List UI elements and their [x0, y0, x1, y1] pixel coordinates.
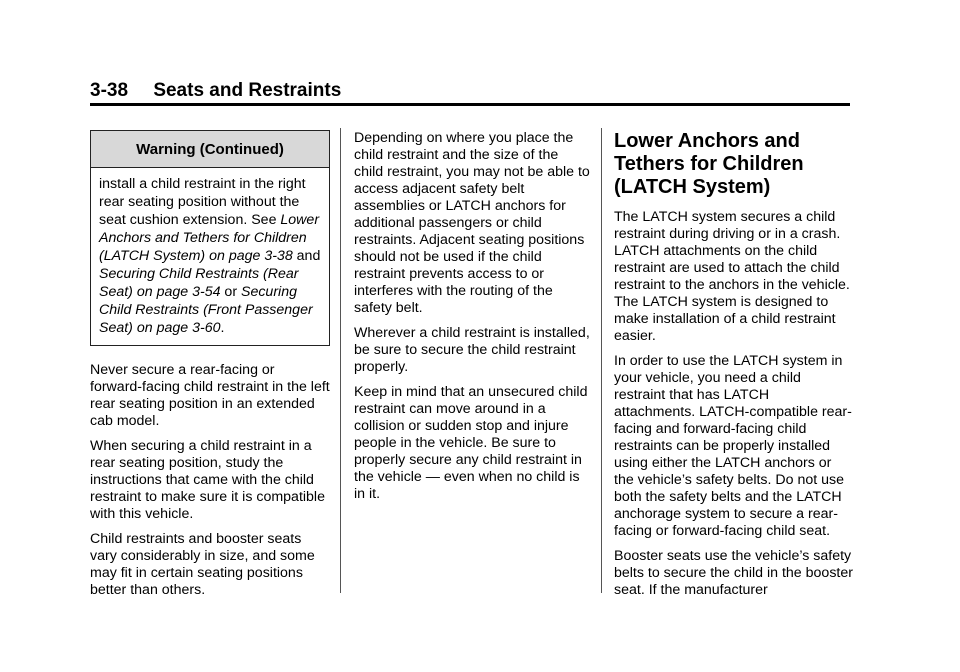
- page-number: 3-38: [90, 80, 129, 101]
- column-divider: [601, 128, 602, 593]
- cross-reference-link[interactable]: Securing Child Restraints (Rear Seat) on page 3-54: [99, 266, 299, 300]
- warning-title: Warning (Continued): [91, 131, 329, 168]
- paragraph: Wherever a child restraint is installed, be sure to secure the child restraint properly.: [354, 325, 590, 375]
- cross-reference-link[interactable]: Securing Child Restraints (Front Passenger Seat) on page 3-60: [99, 284, 313, 336]
- paragraph: Booster seats use the vehicle’s safety belts to secure the child in the booster seat. If the manufacturer: [614, 548, 853, 598]
- paragraph: The LATCH system secures a child restraint during driving or in a crash. LATCH attachments on the child restraint are used to attach the child restraint to the anchors in the vehicle. The LATCH system is designed to make installation of a child restraint easier.: [614, 209, 850, 344]
- paragraph: When securing a child restraint in a rear seating position, study the instructions that came with the child restraint to make sure it is compatible with this vehicle.: [90, 438, 325, 522]
- warning-text: install a child restraint in the right rear seating position without the seat cushion extension. See: [99, 176, 306, 228]
- paragraph: Never secure a rear-facing or forward-facing child restraint in the left rear seating position in an extended cab model.: [90, 362, 330, 429]
- paragraph: Depending on where you place the child restraint and the size of the child restraint, you may not be able to access adjacent safety belt assemblies or LATCH anchors for additional passengers or child restraints. Adjacent seating positions should not be used if the child restraint prevents access to or interferes with the routing of the safety belt.: [354, 130, 590, 316]
- warning-text: .: [220, 320, 225, 336]
- column-divider: [340, 128, 341, 593]
- warning-box: [90, 130, 330, 346]
- warning-text: and: [292, 248, 321, 264]
- warning-body: [91, 168, 329, 345]
- cross-reference-link[interactable]: Lower Anchors and Tethers for Children (LATCH System) on page 3-38: [99, 212, 320, 264]
- column-3: [614, 130, 854, 607]
- page-header: [90, 80, 850, 102]
- warning-text: or: [220, 284, 241, 300]
- section-heading: Lower Anchors and Tethers for Children (LATCH System): [614, 130, 804, 198]
- section-title: Seats and Restraints: [153, 80, 342, 101]
- column-2: [354, 130, 590, 511]
- column-1: [90, 130, 330, 607]
- paragraph: Child restraints and booster seats vary considerably in size, and some may fit in certain seating positions better than others.: [90, 531, 315, 598]
- paragraph: Keep in mind that an unsecured child restraint can move around in a collision or sudden stop and injure people in the vehicle. Be sure to properly secure any child restraint in the vehicle — even when no child is in it.: [354, 384, 588, 502]
- header-rule: [90, 103, 850, 106]
- paragraph: In order to use the LATCH system in your vehicle, you need a child restraint that has LATCH attachments. LATCH-compatible rear-facing and forward-facing child restraints can be properly installed using either the LATCH anchors or the vehicle’s safety belts. Do not use both the safety belts and the LATCH anchorage system to secure a rear-facing or forward-facing child seat.: [614, 353, 852, 539]
